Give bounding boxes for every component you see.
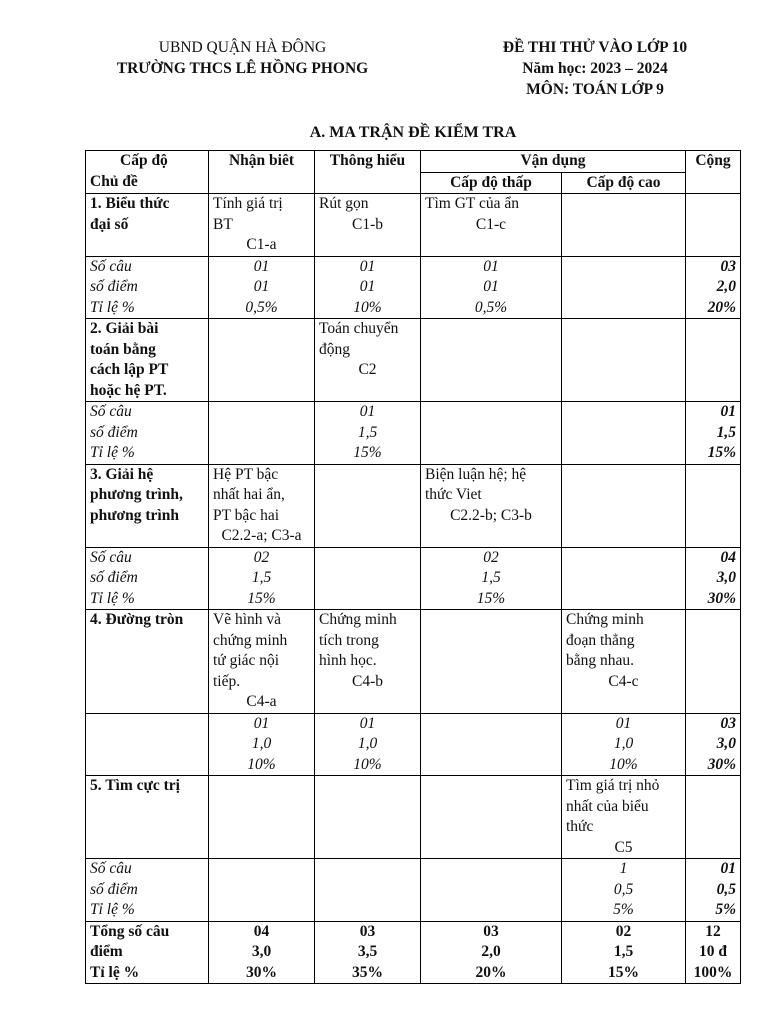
stats-cell-th [315,402,421,465]
stats-value: 10% [247,755,276,773]
stats-label: Số câu [90,860,132,877]
stats-value: 1 [619,860,628,877]
stats-value: 10% [609,755,638,773]
stats-value: 1,0 [357,735,378,752]
total-value: 5% [715,901,736,918]
grand-total-cell-th [315,921,421,984]
content-cell-cong [686,776,741,859]
content-cell-th [315,194,421,257]
content-cell-vc [562,464,686,547]
stats-cell-th [315,713,421,776]
content-cell-th [315,319,421,402]
topic-name-line: phương trình [90,506,179,524]
stats-cell-vc [562,713,686,776]
stats-value: 1,5 [357,423,378,441]
stats-cell-cong [686,859,741,922]
topic-row [86,194,741,257]
stats-value: 10% [353,298,382,316]
stats-label-cell [86,859,209,922]
content-line: Tìm GT của ẩn [425,195,519,212]
question-code: C1-b [352,215,383,233]
matrix-body [86,194,741,984]
total-value: 0,5 [716,880,736,898]
topic-name-line: 2. Giải bài [90,320,159,337]
content-cell-nb [209,194,315,257]
content-line: PT bậc hai [213,506,280,524]
stats-cell-vc [562,547,686,610]
content-line: chứng minh [213,631,288,649]
stats-value: 01 [359,714,376,732]
total-value: 04 [720,548,736,566]
stats-value: 15% [353,444,382,461]
stats-cell-cong [686,547,741,610]
content-cell-vc [562,194,686,257]
content-cell-cong [686,610,741,714]
stats-value: 1,5 [481,569,501,586]
content-cell-nb [209,776,315,859]
content-cell-nb [209,610,315,714]
question-code: C4-b [352,672,383,690]
total-value: 3,0 [716,735,736,752]
grand-total-value: 35% [352,963,383,981]
grand-total-value: 3,0 [251,943,272,960]
question-code: C2.2-a; C3-a [221,527,302,544]
topic-name-line: đại số [90,215,129,233]
content-line: thức Viet [425,486,482,503]
stats-row [86,256,741,319]
stats-cell-cong [686,713,741,776]
stats-cell-vt [421,713,562,776]
stats-value: 15% [247,589,276,607]
stats-row [86,547,741,610]
total-value: 03 [720,257,736,275]
content-cell-vc [562,610,686,714]
content-cell-vt [421,319,562,402]
content-line: Chứng minh [319,611,397,628]
content-line: BT [213,215,233,233]
stats-row [86,402,741,465]
grand-total-value: 30% [246,963,277,981]
stats-row [86,859,741,922]
content-line: nhất của biểu [566,797,649,815]
grand-total-value: 12 [705,922,721,940]
topic-name-cell [86,776,209,859]
header-application: Vận dụng [421,151,686,173]
topic-name-cell [86,610,209,714]
header-total: Cộng [686,151,741,194]
content-line: Tính giá trị [213,195,283,212]
total-value: 30% [707,755,736,773]
header-level-label: Cấp độ [120,152,168,169]
grand-total-value: 15% [608,963,639,981]
stats-value: 01 [483,278,499,295]
stats-cell-th [315,256,421,319]
stats-label: Số câu [90,257,132,275]
content-line: hình học. [319,652,377,669]
content-line: bằng nhau. [566,652,635,669]
school-name: TRƯỜNG THCS LÊ HỒNG PHONG [116,60,369,77]
stats-label: số điểm [90,880,138,898]
stats-cell-nb [209,547,315,610]
content-cell-th [315,464,421,547]
total-value: 1,5 [716,423,736,441]
total-value: 03 [720,714,736,732]
topic-row [86,319,741,402]
content-cell-cong [686,194,741,257]
topic-row [86,610,741,714]
grand-total-row [86,921,741,984]
content-line: Biện luận hệ; hệ [425,465,527,483]
topic-name-line: 3. Giải hệ [90,465,154,483]
stats-cell-cong [686,256,741,319]
question-code: C5 [614,838,633,856]
content-cell-vc [562,776,686,859]
exam-header [455,37,735,100]
header-recognition: Nhận biêt [209,151,315,194]
stats-value: 01 [359,278,376,295]
stats-value: 15% [476,589,506,607]
question-code: C1-a [246,236,277,253]
content-cell-nb [209,464,315,547]
grand-total-value: 100% [693,963,733,981]
stats-value: 0,5% [245,298,278,316]
stats-value: 1,5 [251,569,272,586]
topic-name-line: 5. Tìm cực trị [90,777,180,794]
stats-label: Tỉ lệ % [90,298,135,316]
stats-value: 01 [253,257,270,275]
content-line: tiếp. [213,672,241,690]
content-cell-vt [421,464,562,547]
question-code: C4-c [608,672,639,690]
stats-row [86,713,741,776]
stats-cell-vt [421,256,562,319]
stats-cell-nb [209,859,315,922]
content-cell-th [315,610,421,714]
grand-total-cell-vt [421,921,562,984]
content-cell-cong [686,464,741,547]
stats-cell-vt [421,859,562,922]
stats-label: Tỉ lệ % [90,589,135,607]
question-code: C1-c [475,215,507,233]
question-code: C2.2-b; C3-b [450,506,532,524]
stats-value: 01 [615,714,632,732]
content-cell-vt [421,194,562,257]
stats-cell-cong [686,402,741,465]
test-matrix-table [85,150,741,984]
total-value: 15% [707,444,736,461]
topic-row [86,776,741,859]
stats-cell-th [315,859,421,922]
total-value: 20% [707,298,736,316]
grand-total-label: Tỉ lệ % [90,963,140,981]
grand-total-cell-vc [562,921,686,984]
total-value: 30% [707,589,736,607]
total-value: 3,0 [716,569,736,586]
school-year: Năm học: 2023 – 2024 [522,60,668,77]
stats-value: 02 [253,548,270,566]
stats-value: 0,5% [474,298,508,316]
question-code: C2 [358,361,377,378]
question-code: C4-a [246,693,277,710]
school-header [95,37,390,79]
content-cell-nb [209,319,315,402]
topic-name-line: 4. Đường tròn [90,611,184,628]
content-line: Tìm giá trị nhỏ [566,777,660,794]
stats-value: 01 [483,257,499,275]
stats-cell-vc [562,859,686,922]
content-line: đoạn thẳng [566,631,635,649]
header-topic-label: Chủ đề [90,172,138,190]
header-application-low: Cấp độ thấp [421,172,562,194]
exam-title: ĐỀ THI THỬ VÀO LỚP 10 [502,39,688,56]
header-cell-topic [86,151,209,194]
topic-name-line: hoặc hệ PT. [90,381,167,399]
stats-cell-vt [421,547,562,610]
district-name: UBND QUẬN HÀ ĐÔNG [158,39,327,56]
stats-value: 02 [483,548,499,566]
content-cell-vc [562,319,686,402]
content-line: Rút gọn [319,195,369,212]
grand-total-value: 20% [475,963,507,981]
stats-value: 01 [253,714,270,732]
grand-total-cell-nb [209,921,315,984]
stats-cell-nb [209,713,315,776]
stats-label: Số câu [90,403,132,420]
topic-row [86,464,741,547]
topic-name-line: cách lập PT [90,361,169,378]
stats-value: 01 [359,403,376,420]
content-line: Hệ PT bậc [213,465,279,483]
stats-value: 01 [253,278,270,295]
stats-label: số điểm [90,278,138,295]
stats-cell-vc [562,256,686,319]
total-value: 01 [720,860,736,877]
content-cell-vt [421,776,562,859]
subject: MÔN: TOÁN LỚP 9 [526,81,664,98]
grand-total-value: 1,5 [613,943,634,960]
stats-cell-vc [562,402,686,465]
content-line: Chứng minh [566,611,644,628]
content-line: động [319,340,350,358]
content-line: tích trong [319,631,379,649]
content-cell-th [315,776,421,859]
grand-total-cell-cong [686,921,741,984]
content-line: tứ giác nội [213,652,280,669]
section-title: A. MA TRẬN ĐỀ KIỂM TRA [309,124,517,141]
grand-total-value: 2,0 [481,943,501,960]
stats-cell-nb [209,402,315,465]
stats-label-cell [86,713,209,776]
stats-cell-nb [209,256,315,319]
stats-value: 10% [353,755,382,773]
grand-total-value: 03 [359,922,376,940]
stats-value: 5% [613,901,634,918]
stats-label: số điểm [90,569,138,586]
grand-total-label: Tổng số câu [90,922,170,940]
topic-name-cell [86,319,209,402]
stats-label-cell [86,547,209,610]
topic-name-line: toán bằng [90,340,156,358]
content-cell-cong [686,319,741,402]
content-line: Toán chuyển [319,320,399,337]
topic-name-cell [86,194,209,257]
header-comprehension: Thông hiểu [315,151,421,194]
stats-value: 0,5 [613,880,634,898]
stats-label: Tỉ lệ % [90,901,135,918]
stats-cell-vt [421,402,562,465]
topic-name-line: phương trình, [90,486,183,503]
stats-value: 1,0 [613,735,634,752]
stats-value: 01 [359,257,376,275]
total-value: 2,0 [716,278,736,295]
grand-total-value: 10 đ [699,943,727,960]
grand-total-value: 04 [253,922,270,940]
topic-name-line: 1. Biểu thức [90,195,170,212]
stats-label-cell [86,256,209,319]
total-value: 01 [720,403,736,420]
grand-total-value: 03 [483,922,499,940]
stats-label-cell [86,402,209,465]
content-cell-vt [421,610,562,714]
stats-label: số điểm [90,423,138,441]
header-application-high: Cấp độ cao [562,172,686,194]
grand-total-label-cell [86,921,209,984]
grand-total-value: 02 [615,922,632,940]
topic-name-cell [86,464,209,547]
content-line: thức [566,818,594,835]
content-line: nhất hai ẩn, [213,486,285,503]
grand-total-value: 3,5 [357,943,378,960]
grand-total-label: điểm [90,943,123,960]
stats-label: Tỉ lệ % [90,444,135,461]
stats-label: Số câu [90,548,132,566]
stats-value: 1,0 [251,735,272,752]
stats-cell-th [315,547,421,610]
content-line: Vẽ hình và [213,611,282,628]
